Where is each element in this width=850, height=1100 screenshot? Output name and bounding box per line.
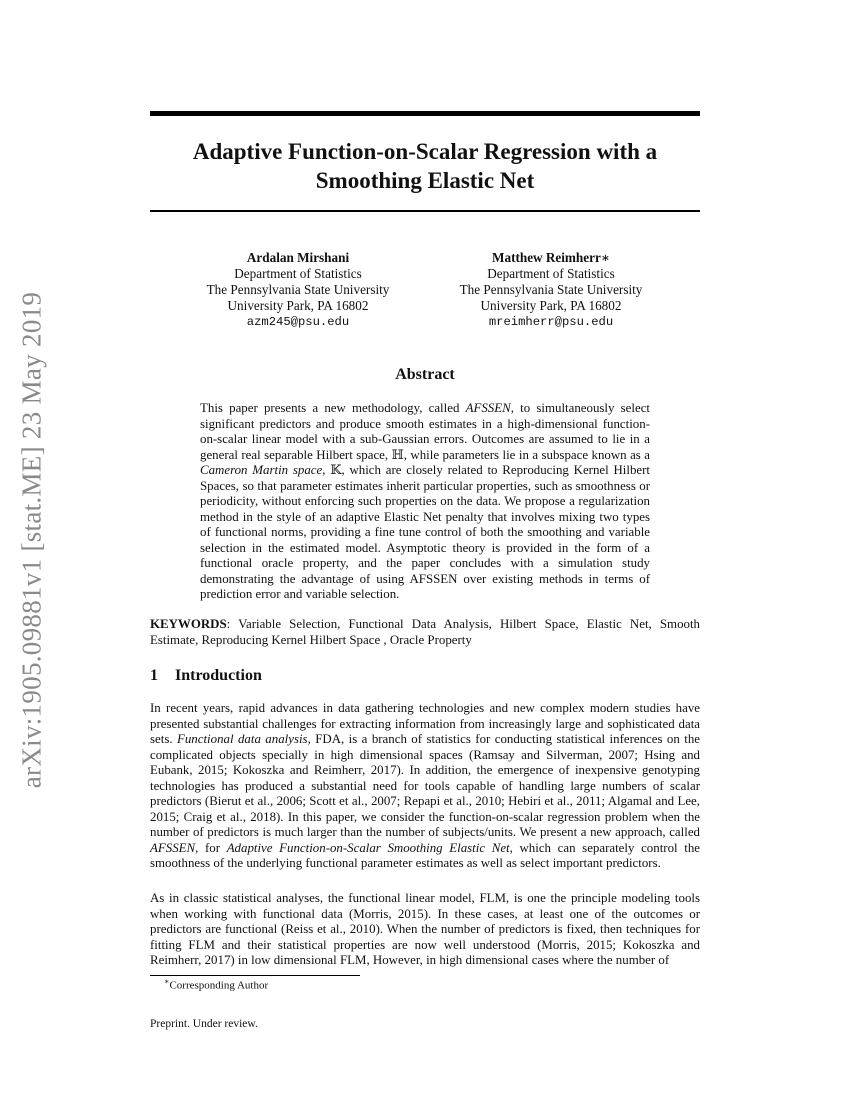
abstract-heading: Abstract [395, 366, 455, 383]
arxiv-identifier-text: arXiv:1905.09881v1 [stat.ME] 23 May 2019 [16, 291, 47, 789]
author-email-2[interactable]: mreimherr@psu.edu [488, 315, 614, 329]
author-email-1[interactable]: azm245@psu.edu [246, 315, 350, 329]
author-university-1: The Pennsylvania State University [206, 282, 390, 297]
corresponding-author-marker: ∗ [600, 250, 610, 265]
keywords-label: KEYWORDS [150, 617, 227, 631]
abstract-body: This paper presents a new methodology, called AFSSEN, to simultaneously select significant predictors and produce smooth estimates in a high-dimensional function-on-scalar linear model with a sub-Gaussian errors. Outcomes are assumed to lie in a general real separable Hilbert space, ℍ, while parameters lie in a subspace known as a Cameron Martin space, 𝕂, which are closely related to Reproducing Kernel Hilbert Spaces, so that parameter estimates inherit particular properties, such as smoothness or periodicity, without enforcing such properties on the data. We propose a regularization method in the style of an adaptive Elastic Net penalty that involves mixing two types of functional norms, providing a fine tune control of both the smoothing and variable selection in the estimated model. Asymptotic theory is provided in the form of a functional oracle property, and the paper concludes with a simulation study demonstrating the advantage of using AFSSEN over existing methods in terms of prediction error and variable selection. [200, 401, 651, 601]
keywords-text: : Variable Selection, Functional Data Analysis, Hilbert Space, Elastic Net, Smooth Estimate, Reproducing Kernel Hilbert Space , Oracle Property [150, 617, 700, 647]
footnote-rule [150, 975, 360, 976]
keywords [150, 617, 700, 648]
paper-title: Adaptive Function-on-Scalar Regression with a Smoothing Elastic Net [192, 139, 658, 193]
author-block-1 [168, 250, 428, 330]
author-name-1: Ardalan Mirshani [246, 250, 350, 265]
author-location-2: University Park, PA 16802 [480, 298, 622, 313]
section-heading-introduction [150, 667, 700, 685]
preprint-notice: Preprint. Under review. [150, 1018, 258, 1030]
title-top-rule [150, 111, 700, 116]
arxiv-identifier-stamp [6, 270, 58, 810]
intro-paragraph-1: In recent years, rapid advances in data gathering technologies and new complex modern studies have presented substantial challenges for extracting information from increasingly large and sophisticated data sets. Functional data analysis, FDA, is a branch of statistics for conducting statistical inferences on the complicated objects specially in high dimensional spaces (Ramsay and Silverman, 2007; Hsing and Eubank, 2015; Kokoszka and Reimherr, 2017). In addition, the emergence of inexpensive genotyping technologies has produced a substantial need for tools capable of handling large numbers of scalar predictors (Bierut et al., 2006; Scott et al., 2007; Repapi et al., 2010; Hebiri et al., 2011; Algamal and Lee, 2015; Craig et al., 2018). In this paper, we consider the function-on-scalar regression problem when the number of predictors is much larger than the number of subjects/units. We present a new approach, called AFSSEN, for Adaptive Function-on-Scalar Smoothing Elastic Net, which can separately control the smoothness of the underlying functional parameter estimates as well as select important predictors. [150, 701, 700, 870]
footnote: ∗Corresponding Author [164, 977, 269, 992]
author-name-2: Matthew Reimherr∗ [492, 250, 610, 265]
author-location-1: University Park, PA 16802 [227, 298, 369, 313]
author-department-2: Department of Statistics [487, 266, 615, 281]
author-block-2 [421, 250, 681, 330]
author-department-1: Department of Statistics [234, 266, 362, 281]
section-title: Introduction [175, 667, 262, 684]
author-university-2: The Pennsylvania State University [459, 282, 643, 297]
section-number: 1 [150, 667, 158, 684]
intro-paragraph-2: As in classic statistical analyses, the functional linear model, FLM, is one the principle modeling tools when working with functional data (Morris, 2015). In these cases, at least one of the outcomes or predictors are functional (Reiss et al., 2010). When the number of predictors is fixed, then techniques for fitting FLM and their statistical properties are now well understood (Morris, 2015; Kokoszka and Reimherr, 2017) in low dimensional FLM, However, in high dimensional cases where the number of [150, 891, 700, 967]
title-bottom-rule [150, 210, 700, 212]
